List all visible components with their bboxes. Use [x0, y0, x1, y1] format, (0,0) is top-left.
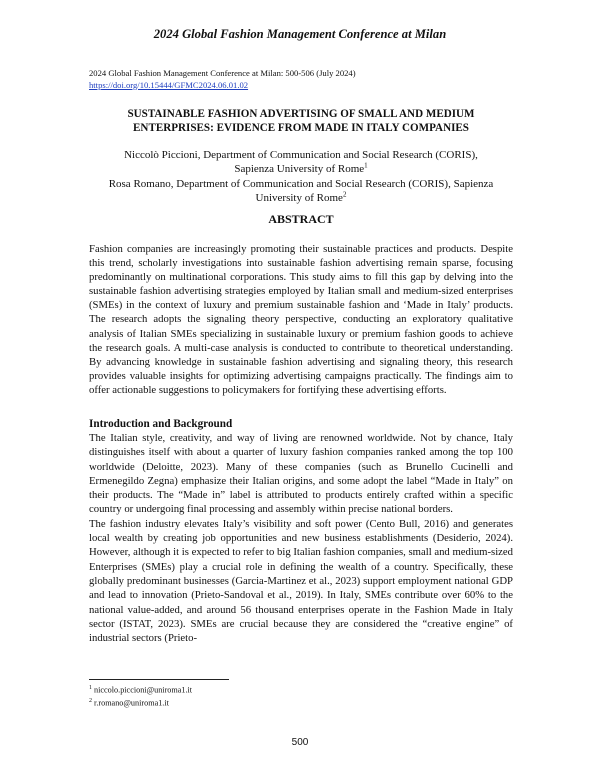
footnote-2-email[interactable]: r.romano@uniroma1.it: [92, 698, 169, 708]
author2-university: University of Rome: [255, 191, 343, 204]
author1-affiliation-line1: Niccolò Piccioni, Department of Communication and Social Research (CORIS),: [124, 149, 478, 161]
footnotes: [89, 683, 192, 708]
footnote-mark-1: 1: [364, 161, 368, 170]
citation-line: 2024 Global Fashion Management Conference at Milan: 500-506 (July 2024): [89, 68, 356, 78]
footnote-2: [89, 696, 192, 709]
footnote-1: [89, 683, 192, 696]
citation-block: [89, 68, 356, 91]
running-header: 2024 Global Fashion Management Conference at Milan: [153, 27, 447, 41]
abstract-heading: ABSTRACT: [268, 212, 334, 226]
page-number: 500: [291, 737, 309, 748]
author-block: [90, 148, 512, 205]
footnote-1-email[interactable]: niccolo.piccioni@uniroma1.it: [92, 685, 193, 695]
section-body: [89, 431, 513, 645]
title-line-2: ENTERPRISES: EVIDENCE FROM MADE IN ITALY COMPANIES: [133, 122, 469, 134]
section-heading: Introduction and Background: [89, 418, 233, 430]
footnote-mark-2: 2: [342, 190, 347, 199]
abstract-text: Fashion companies are increasingly promoting their sustainable practices and products. Despite this trend, scholarly investigations into sustainable fashion advertising remain sparse, focusing predominantly on multinational corporations. This study aims to fill this gap by delving into the sustainable fashion advertising strategies employed by Italian small and medium-sized enterprises (SMEs) in the context of luxury and premium sustainable fashion and ‘Made in Italy’ products. The research adopts the signaling theory perspective, conducting an exploratory qualitative analysis of Italian SMEs specializing in sustainable luxury or premium fashion goods to achieve the research goals. A multi-case analysis is conducted to contribute to theoretical understanding. By advancing knowledge in sustainable fashion advertising and signaling theory, this research provides valuable insights for optimizing advertising campaigns practically. The findings aim to offer actionable suggestions to policymakers for fortifying these advertising efforts.: [89, 243, 513, 396]
footnote-2-mark: 2: [89, 697, 92, 704]
paper-title: [90, 107, 512, 135]
footnote-1-mark: 1: [89, 685, 92, 691]
section-paragraph-2: The fashion industry elevates Italy’s visibility and soft power (Cento Bull, 2016) and generates local wealth by creating job opportunities and new business establishments (Desiderio, 2024). However, although it is expected to refer to big Italian fashion companies, small and medium-sized Enterprises (SMEs) play a crucial role in defining the wealth of a country. Specifically, these globally predominant businesses (Garcia-Martinez et al., 2023) support employment national GDP and lead to innovation (Prieto-Sandoval et al., 2019). In Italy, SMEs contribute over 60% to the national value-added, and around 56 thousand enterprises operate in the Fashion Made in Italy sector (ISTAT, 2023). SMEs are crucial because they are considered the “creative engine” of industrial sectors (Prieto-: [89, 517, 513, 645]
author1-affiliation-line2: [90, 162, 512, 176]
doi-link[interactable]: https://doi.org/10.15444/GFMC2024.06.01.02: [89, 79, 249, 90]
footnote-divider: [89, 679, 229, 680]
author2-affiliation-line2: [90, 191, 512, 205]
author2-affiliation-line1: Rosa Romano, Department of Communication and Social Research (CORIS), Sapienza: [108, 177, 494, 190]
section-paragraph-1: The Italian style, creativity, and way of living are renowned worldwide. Not by chance, Italy distinguishes itself with about a quarter of luxury fashion companies ranked among the top 100 worldwide (Deloitte, 2023). Many of these companies (such as Brunello Cucinelli and Ermenegildo Zegna) emphasize their Italian origins, and some adopt the label “Made in Italy” on their products. The “Made in” label is attributed to products entirely crafted within a specific country or undergoing final processing and assembly within precise national borders.: [89, 432, 513, 516]
title-line-1: SUSTAINABLE FASHION ADVERTISING OF SMALL AND MEDIUM: [127, 108, 475, 120]
author1-university: Sapienza University of Rome: [234, 163, 365, 176]
